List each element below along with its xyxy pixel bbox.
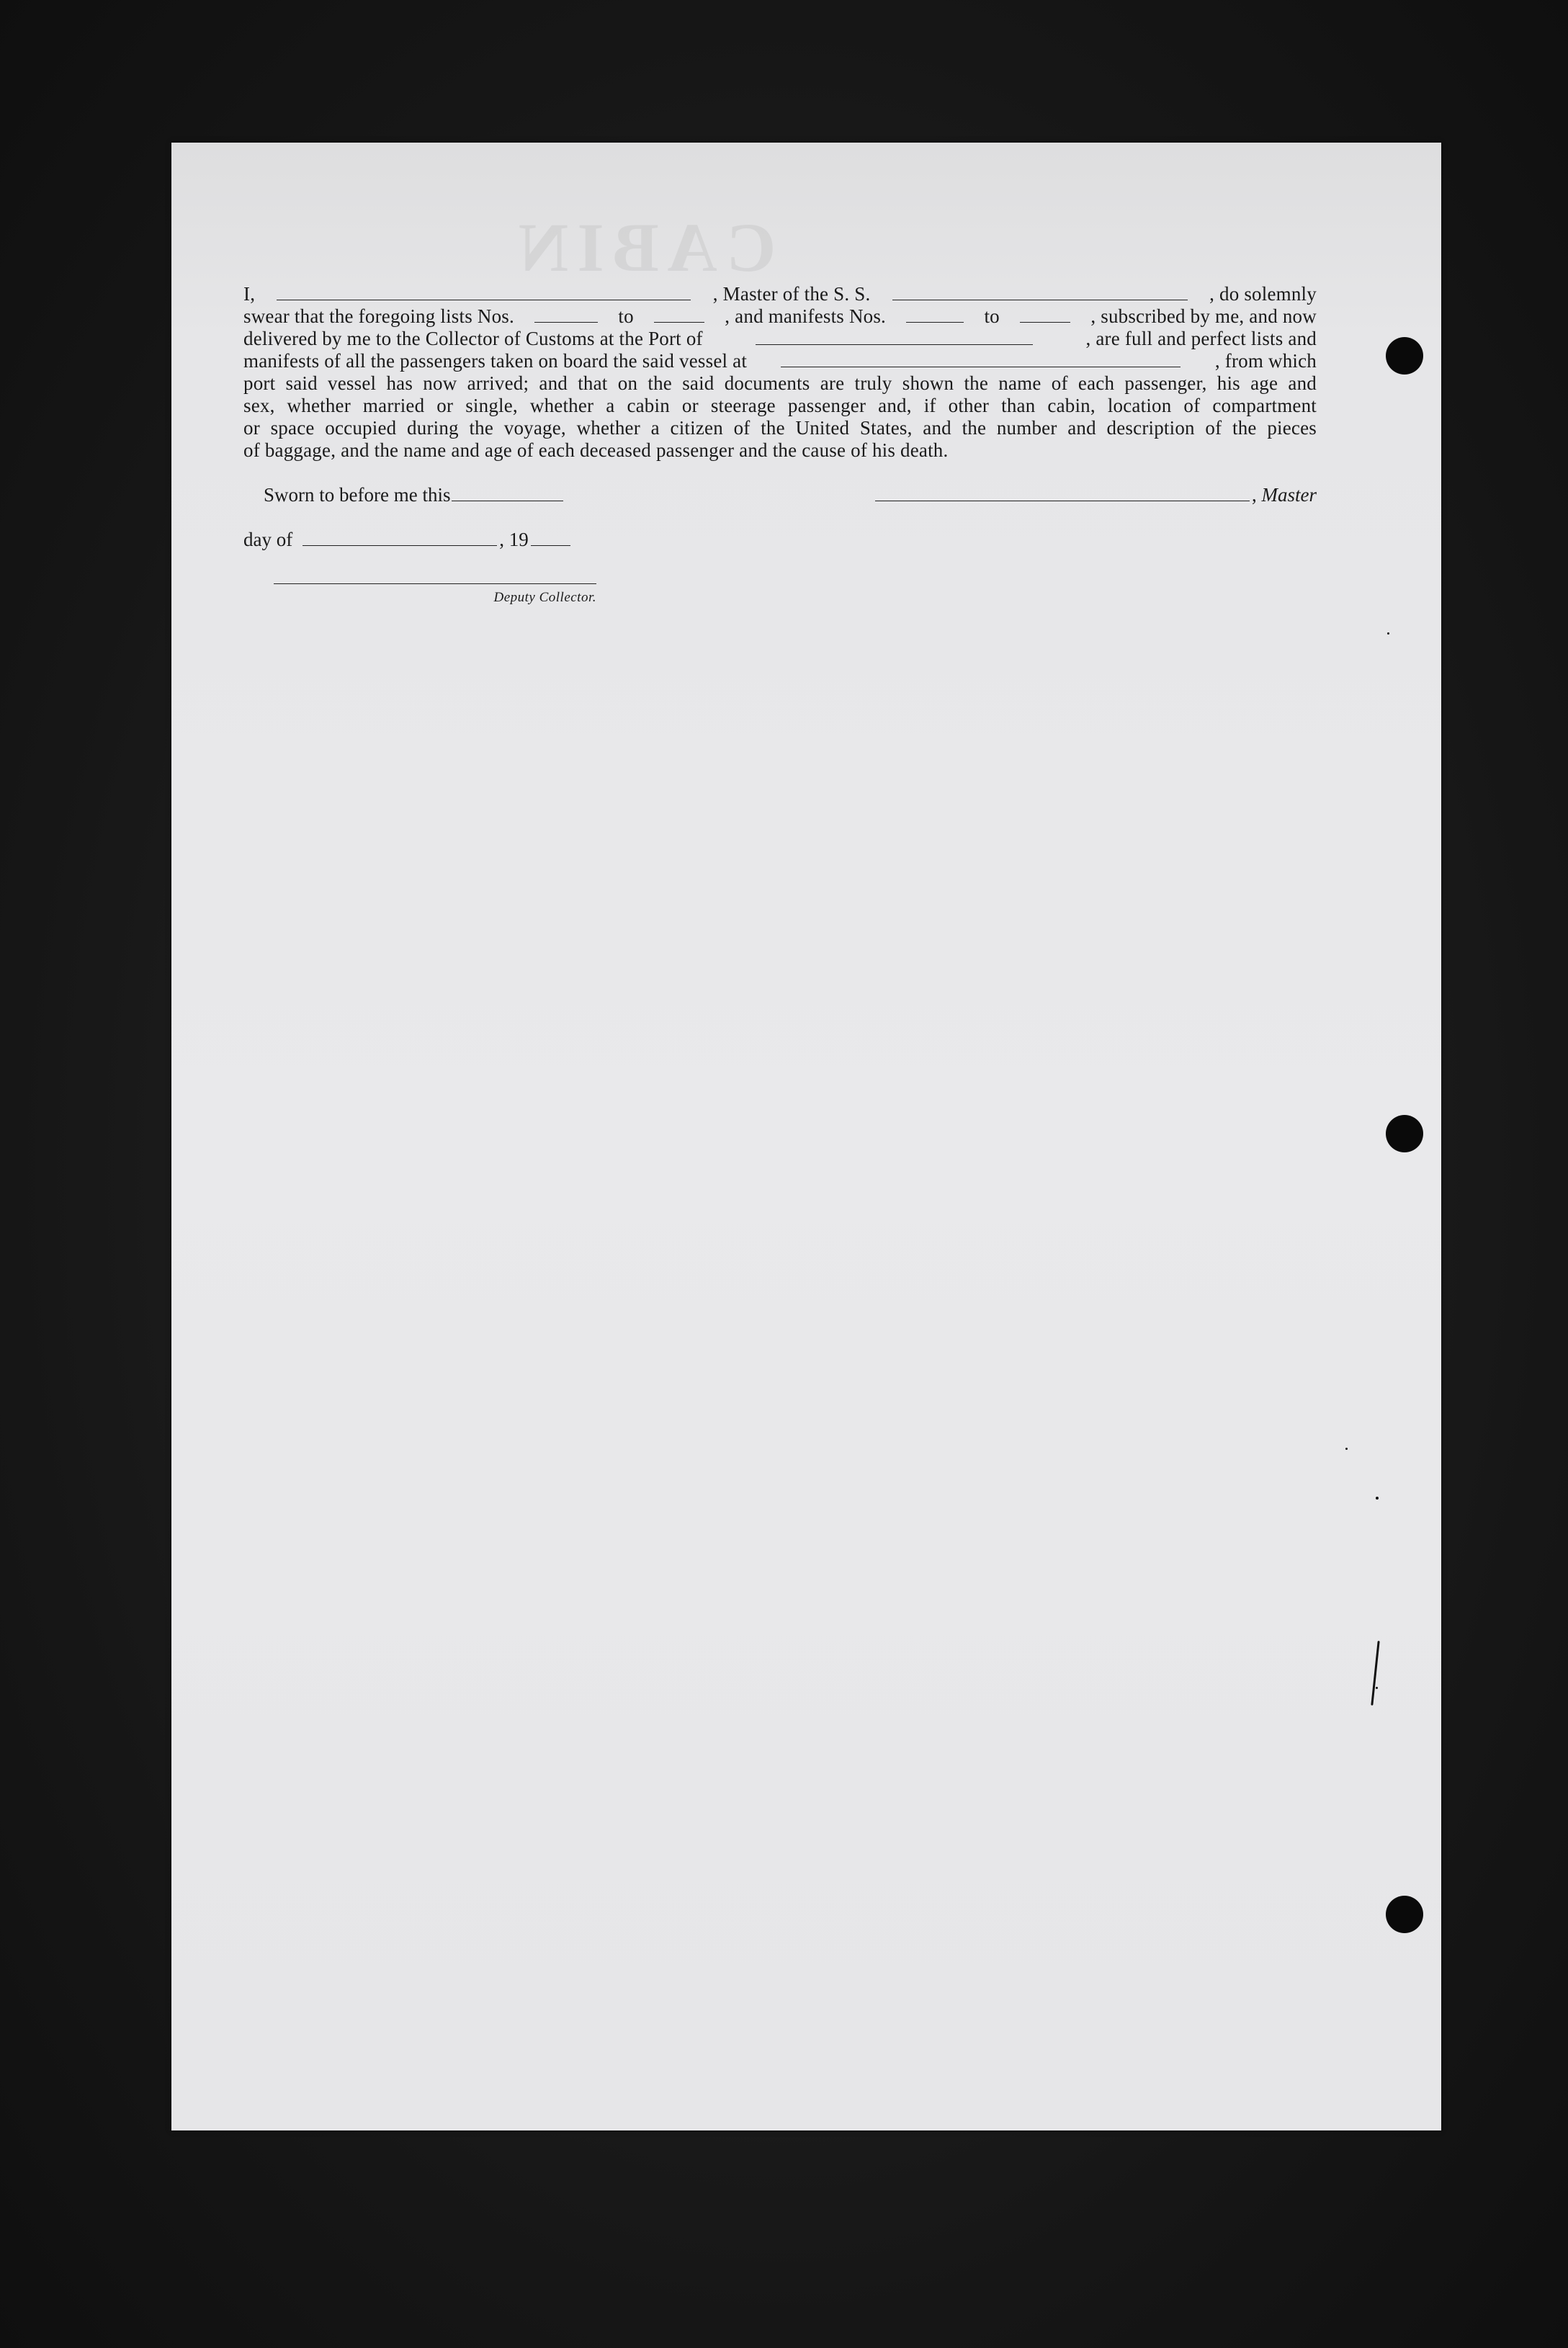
oath-text-delivered: delivered by me to the Collector of Customs at the Port of xyxy=(243,328,703,349)
oath-text-manifests-all: manifests of all the passengers taken on board the said vessel at xyxy=(243,350,748,372)
oath-text-master-of: , Master of the S. S. xyxy=(712,283,871,305)
port-blank[interactable] xyxy=(756,344,1033,345)
deputy-collector-label: Deputy Collector. xyxy=(493,590,596,605)
scan-speck xyxy=(1376,1687,1378,1689)
oath-text-line-7: or space occupied during the voyage, whether a citizen of the United States, and the number and description of the pieces xyxy=(243,417,1317,439)
master-signature-line xyxy=(863,484,1317,506)
day-of-label: day of xyxy=(243,529,293,550)
manifests-from-blank[interactable] xyxy=(906,321,964,323)
oath-text-i: I, xyxy=(243,283,256,305)
oath-paragraph xyxy=(243,283,1317,462)
scan-mark xyxy=(1371,1641,1379,1706)
punch-hole-bottom xyxy=(1386,1896,1423,1933)
vessel-name-blank[interactable] xyxy=(892,299,1188,300)
oath-text-and-manifests: , and manifests Nos. xyxy=(725,305,886,327)
oath-line-3 xyxy=(243,328,1317,350)
year-prefix: , 19 xyxy=(499,529,529,550)
oath-text-subscribed: , subscribed by me, and now xyxy=(1090,305,1317,327)
document-page xyxy=(171,143,1441,2130)
master-signature-blank[interactable] xyxy=(875,500,1250,501)
scan-speck xyxy=(1376,1497,1379,1500)
year-blank[interactable] xyxy=(531,545,570,546)
oath-text-from-which: , from which xyxy=(1214,350,1317,372)
oath-text-to-1: to xyxy=(618,305,634,327)
oath-text-to-2: to xyxy=(984,305,1000,327)
manifests-to-blank[interactable] xyxy=(1020,321,1070,323)
oath-line-4 xyxy=(243,350,1317,372)
oath-text-are-full: , are full and perfect lists and xyxy=(1085,328,1317,349)
oath-text-line-6: sex, whether married or single, whether a cabin or steerage passenger and, if other than cabin, location of compartment xyxy=(243,395,1317,416)
oath-line-8 xyxy=(243,439,1317,462)
sworn-line xyxy=(264,484,565,506)
master-suffix xyxy=(1252,484,1317,506)
oath-text-line-5: port said vessel has now arrived; and that on the said documents are truly shown the name of each passenger, his age and xyxy=(243,372,1317,394)
oath-line-5 xyxy=(243,372,1317,395)
oath-text-swear: swear that the foregoing lists Nos. xyxy=(243,305,514,327)
oath-line-6 xyxy=(243,395,1317,417)
oath-text-line-8: of baggage, and the name and age of each deceased passenger and the cause of his death. xyxy=(243,439,949,461)
departure-port-blank[interactable] xyxy=(781,366,1181,367)
day-of-line xyxy=(243,529,573,551)
master-suffix-text: , Master xyxy=(1252,484,1317,506)
oath-line-7 xyxy=(243,417,1317,439)
scan-speck xyxy=(1345,1448,1348,1450)
punch-hole-top xyxy=(1386,337,1423,375)
sworn-label: Sworn to before me this xyxy=(264,484,451,506)
lists-from-blank[interactable] xyxy=(534,321,598,323)
master-name-blank[interactable] xyxy=(277,299,691,300)
deputy-collector-signature[interactable] xyxy=(274,583,596,606)
sworn-day-blank[interactable] xyxy=(452,500,563,501)
show-through-header: CABIN xyxy=(510,209,776,286)
lists-to-blank[interactable] xyxy=(654,321,704,323)
scan-speck xyxy=(1387,632,1389,635)
oath-line-1 xyxy=(243,283,1317,305)
punch-hole-middle xyxy=(1386,1115,1423,1152)
oath-line-2 xyxy=(243,305,1317,328)
oath-text-do-solemnly: , do solemnly xyxy=(1209,283,1317,305)
month-blank[interactable] xyxy=(303,545,497,546)
